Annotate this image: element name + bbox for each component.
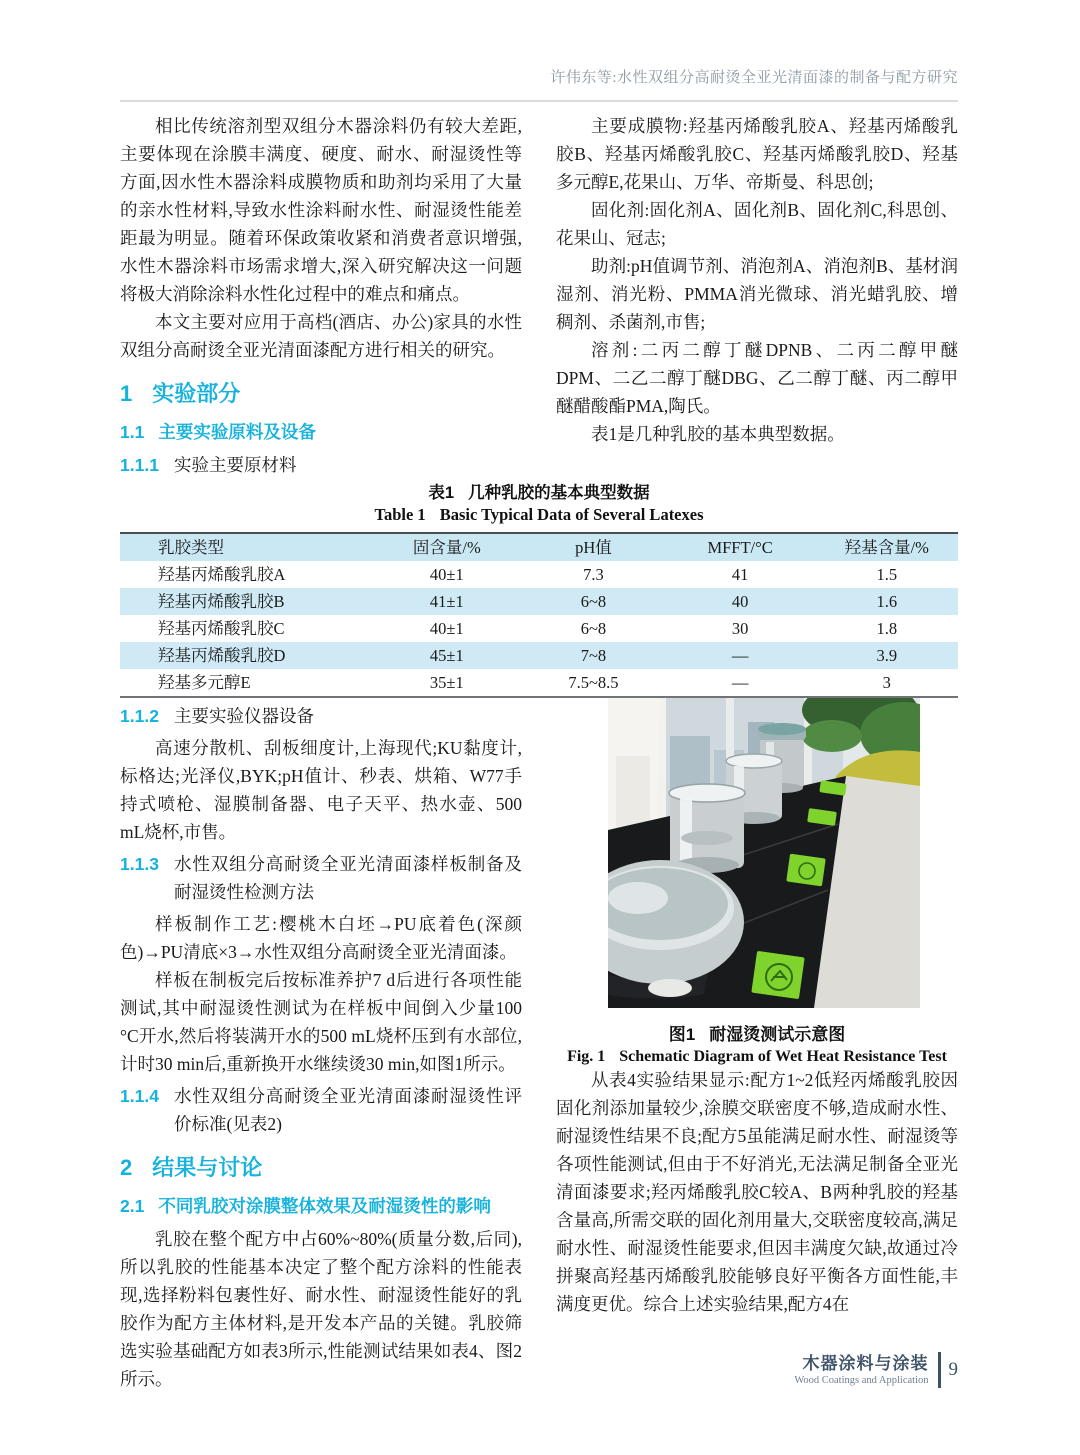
table1-title-en: Table 1 Basic Typical Data of Several Latexes: [374, 505, 704, 524]
section-title: 水性双组分高耐烫全亚光清面漆耐湿烫性评价标准(见表2): [174, 1086, 522, 1134]
journal-name: [794, 1354, 928, 1386]
table-row: 羟基丙烯酸乳胶C 40±1 6~8 30 1.8: [158, 619, 898, 638]
section-2-1-heading: [120, 1192, 522, 1220]
column-header: 羟基含量/%: [844, 538, 929, 557]
journal-name-en: Wood Coatings and Application: [794, 1375, 929, 1386]
table-row: 羟基丙烯酸乳胶D 45±1 7~8 — 3.9: [120, 642, 958, 669]
paragraph-table1-ref: 表1是几种乳胶的基本典型数据。: [591, 424, 845, 444]
table1: [120, 532, 958, 698]
running-head: 许伟东等:水性双组分高耐烫全亚光清面漆的制备与配方研究: [550, 70, 958, 86]
section-number: 2: [120, 1155, 133, 1180]
paragraph-scope: 本文主要对应用于高档(酒店、办公)家具的水性双组分高耐烫全亚光清面漆配方进行相关的研究。: [120, 312, 522, 360]
section-title: 水性双组分高耐烫全亚光清面漆样板制备及耐湿烫性检测方法: [174, 854, 522, 902]
figure1-caption-zh: 图1 耐湿烫测试示意图: [668, 1025, 846, 1044]
paragraph-process: 样板制作工艺:樱桃木白坯→PU底着色(深颜色)→PU清底×3→水性双组分高耐烫全亚光清面漆。: [120, 914, 522, 962]
table-header-row: [120, 533, 958, 561]
table1-title-zh: 表1 几种乳胶的基本典型数据: [428, 484, 650, 502]
paragraph-film-formers: 主要成膜物:羟基丙烯酸乳胶A、羟基丙烯酸乳胶B、羟基丙烯酸乳胶C、羟基丙烯酸乳胶D、羟基多元醇E,花果山、万华、帝斯曼、科思创;: [556, 116, 958, 192]
paragraph-solvents: 溶剂:二丙二醇丁醚DPNB、二丙二醇甲醚DPM、二乙二醇丁醚DBG、乙二醇丁醚、丙二醇甲醚醋酸酯PMA,陶氏。: [556, 340, 958, 416]
paragraph-additives: 助剂:pH值调节剂、消泡剂A、消泡剂B、基材润湿剂、消光粉、PMMA消光微球、消光蜡乳胶、增稠剂、杀菌剂,市售;: [556, 256, 958, 332]
table-row: 羟基丙烯酸乳胶A 40±1 7.3 41 1.5: [158, 565, 898, 584]
table-row: 羟基丙烯酸乳胶B 41±1 6~8 40 1.6: [120, 588, 958, 615]
section-number: 1.1: [120, 422, 145, 442]
section-title: 实验主要原材料: [174, 455, 297, 475]
header-divider: [120, 100, 958, 102]
section-1-heading: [120, 379, 522, 409]
left-column-bottom: [120, 698, 522, 1393]
right-column-top: [556, 112, 958, 448]
section-title: 主要实验原料及设备: [158, 422, 316, 442]
paragraph-intro: 相比传统溶剂型双组分木器涂料仍有较大差距,主要体现在涂膜丰满度、硬度、耐水、耐湿烫性等方面,因水性木器涂料成膜物质和助剂均采用了大量的亲水性材料,导致水性涂料耐水性、耐湿烫性能差距最为明显。随着环保政策收紧和消费者意识增强,水性木器涂料市场需求增大,深入研究解决这一问题将极大消除涂料水性化过程中的难点和痛点。: [120, 116, 522, 304]
table-row: 羟基多元醇E 35±1 7.5~8.5 — 3: [158, 673, 891, 692]
wet-heat-test-photo: [608, 698, 920, 1008]
section-number: 2.1: [120, 1196, 145, 1216]
section-1-1-heading: [120, 418, 522, 446]
section-1-1-4-heading: [120, 1082, 522, 1138]
left-column-top: [120, 112, 522, 483]
section-1-1-3-heading: [120, 850, 522, 906]
paragraph-test-method: 样板在制板完后按标准养护7 d后进行各项性能测试,其中耐湿烫性测试为在样板中间倒入少量100 °C开水,然后将装满开水的500 mL烧杯压到有水部位,计时30 min后,重新换开水继续烫30 min,如图1所示。: [120, 970, 522, 1074]
paragraph-equipment: 高速分散机、刮板细度计,上海现代;KU黏度计,标格达;光泽仪,BYK;pH值计、秒表、烘箱、W77手持式喷枪、湿膜制备器、电子天平、热水壶、500 mL烧杯,市售。: [120, 738, 522, 842]
section-number: 1.1.3: [120, 854, 159, 874]
column-header: pH值: [575, 538, 612, 557]
figure1-caption-en: Fig. 1 Schematic Diagram of Wet Heat Resistance Test: [567, 1048, 947, 1065]
section-number: 1.1.2: [120, 706, 159, 726]
column-header: 乳胶类型: [158, 538, 224, 557]
section-number: 1: [120, 381, 133, 406]
section-title: 实验部分: [152, 381, 241, 406]
footer: [794, 1352, 958, 1388]
column-header: MFFT/°C: [707, 538, 773, 557]
section-1-1-2-heading: [120, 702, 522, 730]
section-number: 1.1.1: [120, 455, 159, 475]
section-1-1-1-heading: [120, 451, 522, 479]
page-number: 9: [948, 1359, 958, 1380]
paragraph-latex-discussion: 乳胶在整个配方中占60%~80%(质量分数,后同),所以乳胶的性能基本决定了整个配方涂料的性能表现,选择粉料包裹性好、耐水性、耐湿烫性能好的乳胶作为配方主体材料,是开发本产品的关键。乳胶筛选实验基础配方如表3所示,性能测试结果如表4、图2所示。: [120, 1229, 522, 1389]
section-2-heading: [120, 1153, 522, 1183]
journal-name-zh: 木器涂料与涂装: [802, 1354, 929, 1373]
beaker-near: [669, 784, 745, 873]
figure1-photo: [608, 698, 920, 1008]
right-column-bottom: [556, 698, 958, 1318]
column-header: 固含量/%: [412, 538, 481, 557]
section-title: 不同乳胶对涂膜整体效果及耐湿烫性的影响: [158, 1196, 491, 1216]
section-title: 主要实验仪器设备: [174, 706, 314, 726]
paragraph-results-discussion: 从表4实验结果显示:配方1~2低羟丙烯酸乳胶因固化剂添加量较少,涂膜交联密度不够,造成耐水性、耐湿烫性结果不良;配方5虽能满足耐水性、耐湿烫等各项性能测试,但由于不好消光,无法满足制备全亚光清面漆要求;羟丙烯酸乳胶C较A、B两种乳胶的羟基含量高,所需交联的固化剂用量大,交联密度较高,满足耐水性、耐湿烫性能要求,但因丰满度欠缺,故通过冷拼聚高羟基丙烯酸乳胶能够良好平衡各方面性能,丰满度更优。综合上述实验结果,配方4在: [556, 1070, 958, 1314]
section-number: 1.1.4: [120, 1086, 159, 1106]
section-title: 结果与讨论: [152, 1155, 263, 1180]
footer-divider: [938, 1352, 941, 1388]
paragraph-hardeners: 固化剂:固化剂A、固化剂B、固化剂C,科思创、花果山、冠志;: [556, 200, 958, 248]
table1-block: [120, 479, 958, 698]
